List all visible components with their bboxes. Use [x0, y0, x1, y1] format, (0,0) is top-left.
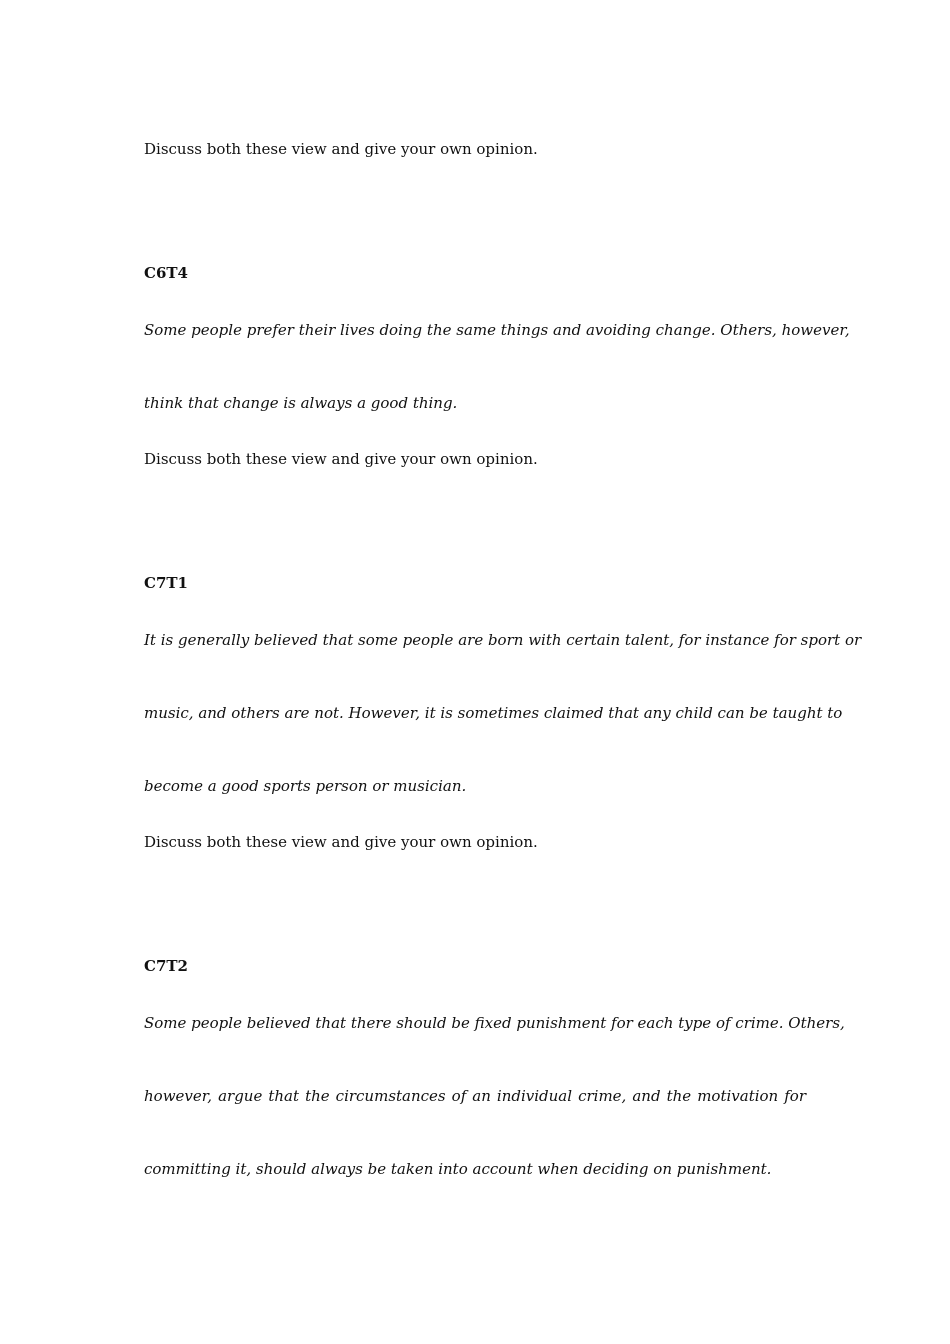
prompt-line: become a good sports person or musician. [144, 777, 467, 795]
section-heading-c7t2: C7T2 [144, 957, 188, 975]
prompt-line: Some people believed that there should be fixed punishment for each type of crime. Others, [144, 1014, 845, 1032]
section-heading-c6t4: C6T4 [144, 264, 188, 282]
section-heading-c7t1: C7T1 [144, 574, 188, 592]
instruction-text: Discuss both these view and give your own opinion. [144, 450, 538, 468]
prompt-line: think that change is always a good thing. [144, 394, 458, 412]
instruction-text: Discuss both these view and give your own opinion. [144, 833, 538, 851]
prompt-line: It is generally believed that some people are born with certain talent, for instance for sport or [144, 631, 862, 649]
instruction-text: Discuss both these view and give your own opinion. [144, 140, 538, 158]
prompt-line: Some people prefer their lives doing the same things and avoiding change. Others, however, [144, 321, 850, 339]
prompt-line: however, argue that the circumstances of an individual crime, and the motivation for [144, 1087, 806, 1105]
prompt-line: music, and others are not. However, it is sometimes claimed that any child can be taught to [144, 704, 843, 722]
prompt-line: committing it, should always be taken into account when deciding on punishment. [144, 1160, 772, 1178]
